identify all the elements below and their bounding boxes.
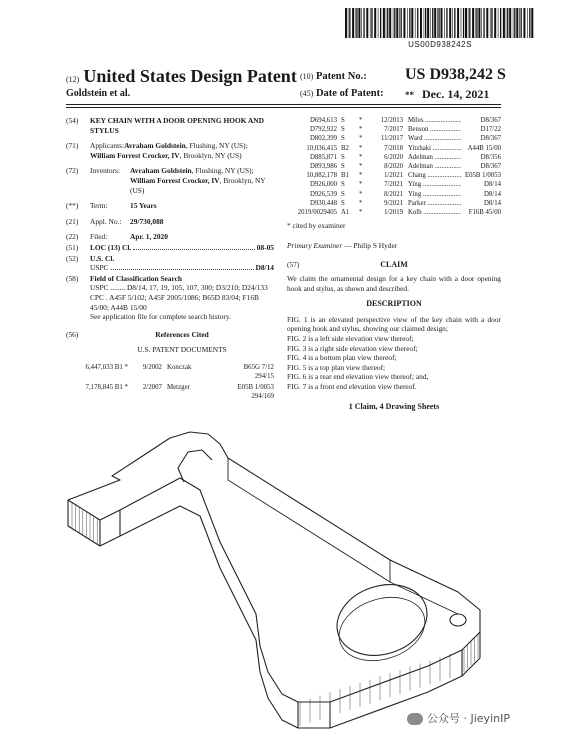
figure-description: FIG. 5 is a top plan view thereof;	[287, 362, 386, 372]
references-entry: (56) References Cited U.S. PATENT DOCUMENTS	[66, 329, 227, 355]
figure-description: FIG. 4 is a bottom plan view thereof;	[287, 353, 397, 363]
cited-reference-row: D694,613 S * 12/2013 Miles ..... D8/367	[287, 116, 501, 125]
barcode-bar	[461, 8, 462, 38]
barcode-bar	[516, 8, 518, 38]
barcode-bar	[394, 8, 395, 38]
reference-list	[66, 363, 274, 401]
barcode-bar	[415, 8, 416, 38]
claims-drawings-count: 1 Claim, 4 Drawing Sheets	[348, 401, 440, 411]
applicants-entry: (71) Applicants:Avraham Goldstein, Flushing, NY (US); William Forrest Crocker, IV, Brooklyn, NY (US)	[66, 141, 248, 160]
barcode-bar	[438, 8, 439, 38]
barcode-bar	[424, 8, 425, 38]
barcode-bar	[478, 8, 480, 38]
barcode-bar	[383, 8, 385, 38]
figure-description: FIG. 6 is a rear end elevation view thereof; and,	[287, 372, 429, 382]
filed-entry: (22) Filed: Apr. 1, 2020	[66, 232, 168, 242]
term-entry: (**) Term: 15 Years	[66, 201, 157, 211]
barcode-bar	[468, 8, 469, 38]
barcode-bar	[441, 8, 443, 38]
barcode-bar	[531, 8, 533, 38]
barcode-bar	[386, 8, 387, 38]
barcode-bar	[393, 8, 394, 38]
header-rule	[66, 104, 501, 105]
barcode-bar	[500, 8, 501, 38]
cited-reference-row: D926,539 S * 8/2021 Ying ..... D8/14	[287, 190, 501, 199]
barcode-bar	[506, 8, 507, 38]
cited-reference-row: D885,871 S * 6/2020 Adelman ..... D8/356	[287, 153, 501, 162]
barcode-bar	[486, 8, 488, 38]
barcode-bar	[427, 8, 429, 38]
cited-reference-row: D802,399 S * 11/2017 Ward ..... D8/367	[287, 134, 501, 143]
barcode-bar	[463, 8, 464, 38]
barcode-bar	[430, 8, 431, 38]
date-of-patent: ** Dec. 14, 2021	[405, 87, 490, 101]
barcode-bar	[509, 8, 511, 38]
barcode-bar	[498, 8, 499, 38]
barcode-bar	[491, 8, 492, 38]
barcode-bar	[527, 8, 528, 38]
figure-description: FIG. 7 is a front end elevation view thereof.	[287, 381, 417, 391]
barcode-bar	[503, 8, 505, 38]
barcode-bar	[490, 8, 491, 38]
barcode-bar	[475, 8, 476, 38]
barcode-bar	[481, 8, 482, 38]
cited-reference-row: 2019/0029405 A1 * 1/2019 Kolb ..... F16B 45/00	[287, 208, 501, 217]
barcode-bar	[472, 8, 474, 38]
barcode-bar	[399, 8, 400, 38]
barcode-bar	[446, 8, 447, 38]
figure-description: FIG. 2 is a left side elevation view thereof;	[287, 333, 414, 343]
cited-note: * cited by examiner	[287, 221, 346, 231]
wechat-icon	[407, 713, 423, 725]
claim-heading: (57) CLAIM	[287, 260, 408, 270]
barcode-bar	[465, 8, 467, 38]
barcode-bar	[444, 8, 445, 38]
barcode-bar	[483, 8, 484, 38]
cited-reference-row: 10,882,178 B1 * 1/2021 Chang ..... E05B 1/0053	[287, 171, 501, 180]
barcode-bar	[361, 8, 362, 38]
barcode-bar	[387, 8, 388, 38]
figure-descriptions	[287, 315, 501, 392]
barcode-bar	[355, 8, 356, 38]
barcode-bar	[507, 8, 508, 38]
cited-reference-row: D930,448 S * 9/2021 Parker ..... D8/14	[287, 199, 501, 208]
barcode-bar	[407, 8, 408, 38]
barcode-bar	[420, 8, 422, 38]
examiner: Primary Examiner — Philip S Hyder	[287, 240, 398, 250]
barcode-bar	[374, 8, 376, 38]
barcode-bar	[363, 8, 364, 38]
barcode-bar	[411, 8, 413, 38]
barcode-bar	[521, 8, 522, 38]
claim-text: We claim the ornamental design for a key chain with a door opening hook and stylus, as shown and described.	[287, 274, 501, 293]
barcode-bar	[519, 8, 520, 38]
barcode-bar	[469, 8, 470, 38]
barcode-bar	[494, 8, 496, 38]
cited-reference-row: D893,986 S * 8/2020 Adelman ..... D8/367	[287, 162, 501, 171]
barcode-bar	[389, 8, 391, 38]
citations-claim-column	[287, 116, 501, 417]
barcode-bar	[457, 8, 459, 38]
barcode-bar	[352, 8, 354, 38]
barcode-bar	[432, 8, 433, 38]
title-entry: (54) KEY CHAIN WITH A DOOR OPENING HOOK AND STYLUS	[66, 116, 264, 135]
barcode-bar	[380, 8, 381, 38]
barcode-bar	[358, 8, 360, 38]
barcode-bar	[454, 8, 455, 38]
barcode-bar	[417, 8, 418, 38]
inventors-short: Goldstein et al.	[66, 88, 131, 99]
barcode-bar	[449, 8, 451, 38]
barcode-bar	[529, 8, 530, 38]
barcode-bar	[425, 8, 426, 38]
document-type-title: (12) United States Design Patent	[66, 66, 297, 86]
barcode-bar	[345, 8, 347, 38]
figure-description: FIG. 1 is an elevated perspective view of the key chain with a door opening hook and stylus, showing our claimed design;	[287, 314, 501, 334]
barcode-bar	[370, 8, 371, 38]
us-classification-entry: (52) U.S. Cl. USPC D8/14	[66, 253, 274, 273]
watermark: 公众号 · JieyinIP	[407, 710, 510, 726]
field-of-search-entry: (58) Field of Classification Search USPC ........ D8/14, 17, 19, 105, 107, 300; D3/210; D24/133 CPC . A45F 5/102; A45F 2005/1086; B65D 83/04; F16B 45/00; A44B 15/00 See application file for complete search history.	[66, 273, 268, 322]
figure-description: FIG. 3 is a right side elevation view thereof;	[287, 343, 418, 353]
reference-item: 6,447,033 B1 * 9/2002 Konczak B65G 7/12 294/15	[85, 363, 274, 380]
cited-reference-row: 10,036,415 B2 * 7/2018 Yitzhaki ..... A44B 15/00	[287, 144, 501, 153]
barcode-bar	[434, 8, 436, 38]
patent-number: US D938,242 S	[405, 66, 506, 83]
inventors-entry: (72) Inventors: Avraham Goldstein, Flushing, NY (US); William Forrest Crocker, IV, Brooklyn, NY (US)	[66, 166, 266, 195]
barcode-bar	[366, 8, 368, 38]
barcode-bar	[356, 8, 357, 38]
barcode-bar	[403, 8, 405, 38]
key-chain-perspective-drawing	[60, 410, 540, 740]
barcode-bar	[514, 8, 515, 38]
cited-references-list	[287, 116, 501, 217]
barcode-bar	[371, 8, 372, 38]
barcode-bar	[452, 8, 453, 38]
barcode-bar	[349, 8, 350, 38]
description-heading: DESCRIPTION	[366, 299, 422, 309]
loc-classification-entry: (51) LOC (13) Cl. 08-05	[66, 242, 274, 252]
cited-reference-row: D926,000 S * 7/2021 Ying ..... D8/14	[287, 180, 501, 189]
barcode-bar	[378, 8, 379, 38]
barcode-bar	[523, 8, 525, 38]
barcode-bar	[409, 8, 410, 38]
header-rule-thin	[66, 107, 501, 108]
application-number-entry: (21) Appl. No.: 29/730,088	[66, 216, 164, 226]
barcode-bar	[476, 8, 477, 38]
date-of-patent-label: (45) Date of Patent:	[300, 88, 384, 99]
reference-item: 7,178,845 B1 * 2/2007 Metzger E05B 1/0053 294/169	[85, 383, 274, 400]
barcode-bar	[348, 8, 349, 38]
barcode	[345, 8, 535, 38]
barcode-bar	[401, 8, 402, 38]
barcode-bar	[513, 8, 514, 38]
cited-reference-row: D792,922 S * 7/2017 Benson ..... D17/22	[287, 125, 501, 134]
publication-number: US00D938242S	[408, 40, 472, 49]
patent-number-label: (10) Patent No.:	[300, 71, 367, 82]
barcode-bar	[437, 8, 438, 38]
barcode-bar	[396, 8, 398, 38]
bibliographic-column	[66, 116, 274, 403]
